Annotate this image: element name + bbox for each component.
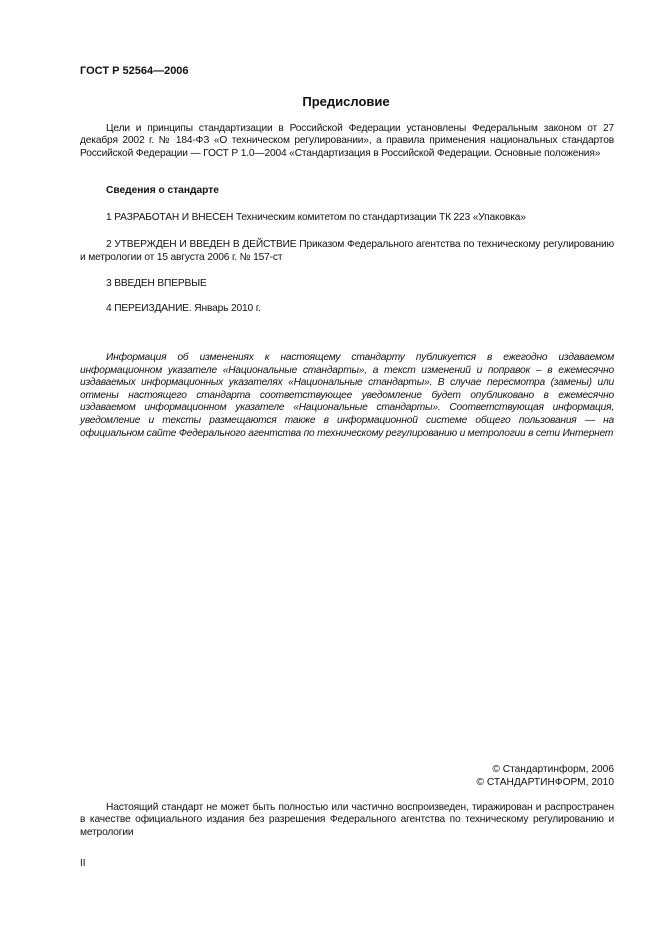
- standard-info-heading: Сведения о стандарте: [106, 185, 219, 196]
- standard-info-item-3: 3 ВВЕДЕН ВПЕРВЫЕ: [106, 278, 207, 289]
- amendments-notice: Информация об изменениях к настоящему стандарту публикуется в ежегодно издаваемом информационном указателе «Национальные стандарты», а текст изменений и поправок – в ежемесячно издаваемых информационных указателях «Национальные стандарты». В случае пересмотра (замены) или отмены настоящего стандарта соответствующее уведомление будет опубликовано в ежемесячно издаваемом информационном указателе «Национальные стандарты». Соответствующая информация, уведомление и тексты размещаются также в информационной системе общего пользования — на официальном сайте Федерального агентства по техническому регулированию и метрологии в сети Интернет: [80, 352, 614, 439]
- standard-info-item-4: 4 ПЕРЕИЗДАНИЕ. Январь 2010 г.: [106, 303, 261, 314]
- standard-info-item-2: 2 УТВЕРЖДЕН И ВВЕДЕН В ДЕЙСТВИЕ Приказом Федерального агентства по техническому регулированию и метрологии от 15 августа 2006 г. № 157-ст: [80, 239, 614, 263]
- standard-id: ГОСТ Р 52564—2006: [80, 65, 189, 77]
- standard-info-item-1: 1 РАЗРАБОТАН И ВНЕСЕН Техническим комитетом по стандартизации ТК 223 «Упаковка»: [106, 212, 526, 223]
- preface-title: Предисловие: [302, 94, 390, 109]
- copyright-line-1: © Стандартинформ, 2006: [492, 764, 614, 775]
- copyright-line-2: © СТАНДАРТИНФОРМ, 2010: [476, 777, 614, 788]
- preface-intro: Цели и принципы стандартизации в Российской Федерации установлены Федеральным законом от 27 декабря 2002 г. № 184-ФЗ «О техническом регулировании», а правила применения национальных стандартов Российской Федерации — ГОСТ Р 1.0—2004 «Стандартизация в Российской Федерации. Основные положения»: [80, 123, 614, 159]
- rights-notice: Настоящий стандарт не может быть полностью или частично воспроизведен, тиражирован и распространен в качестве официального издания без разрешения Федерального агентства по техническому регулированию и метрологии: [80, 802, 614, 838]
- page-number: II: [80, 858, 86, 869]
